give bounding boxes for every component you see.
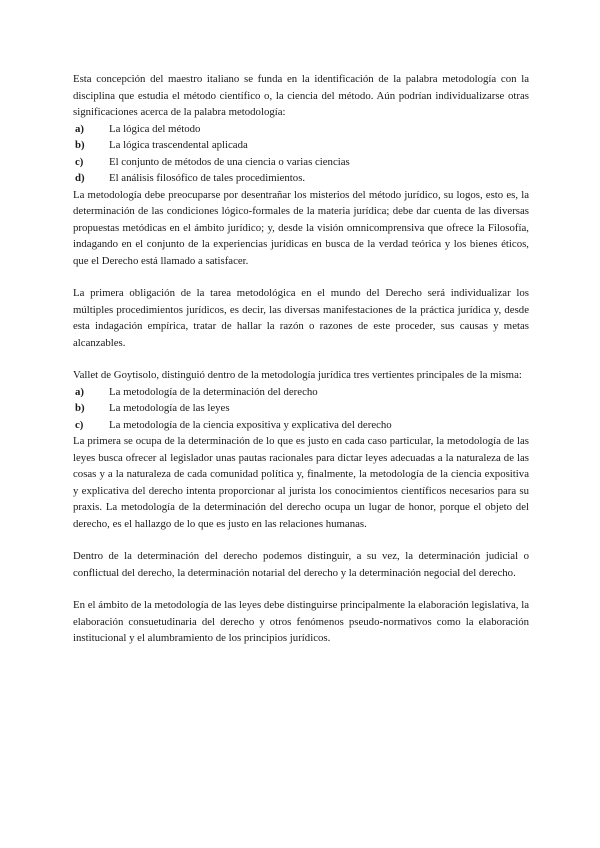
list-item <box>73 417 529 434</box>
list-item-text: El conjunto de métodos de una ciencia o varias ciencias <box>109 155 350 168</box>
list-item-text: La lógica del método <box>109 122 201 135</box>
list-item-text: La metodología de la ciencia expositiva y explicativa del derecho <box>109 418 392 431</box>
list-marker: b) <box>75 139 85 151</box>
paragraph-1: Esta concepción del maestro italiano se funda en la identificación de la palabra metodología con la disciplina que estudia el método científico o, la ciencia del método. Aún podrían individualizarse otras significaciones acerca de la palabra metodología: <box>73 73 529 118</box>
list-vertientes <box>73 384 529 434</box>
list-item <box>73 154 529 171</box>
list-item-text: La lógica trascendental aplicada <box>109 139 248 151</box>
list-marker: b) <box>75 402 85 414</box>
list-marker: c) <box>75 155 84 168</box>
list-item <box>73 137 529 154</box>
list-item <box>73 121 529 138</box>
paragraph-4: Vallet de Goytisolo, distinguió dentro de la metodología jurídica tres vertientes principales de la misma: <box>73 369 522 381</box>
list-significations <box>73 121 529 187</box>
list-item-text: La metodología de la determinación del derecho <box>109 385 318 398</box>
paragraph-6: Dentro de la determinación del derecho podemos distinguir, a su vez, la determinación judicial o conflictual del derecho, la determinación notarial del derecho y la determinación negocial del derecho. <box>73 550 529 579</box>
list-item-text: El análisis filosófico de tales procedimientos. <box>109 172 306 184</box>
list-marker: c) <box>75 418 84 431</box>
list-item-text: La metodología de las leyes <box>109 402 230 414</box>
paragraph-7: En el ámbito de la metodología de las leyes debe distinguirse principalmente la elaboración legislativa, la elaboración consuetudinaria del derecho y otros fenómenos pseudo-normativos como la elaboración institucional y el alumbramiento de los principios jurídicos. <box>73 599 529 644</box>
paragraph-2: La metodología debe preocuparse por desentrañar los misterios del método jurídico, su logos, esto es, la determinación de las condiciones lógico-formales de la materia jurídica; debe dar cuenta de las diversas propuestas metódicas en el ámbito jurídico; y, desde la visión omnicomprensiva que ofrece la Filosofía, indagando en el conjunto de la experiencias jurídicas en busca de la verdad teórica y los bienes éticos, que el Derecho está llamado a satisfacer. <box>73 188 529 267</box>
paragraph-5: La primera se ocupa de la determinación de lo que es justo en cada caso particular, la metodología de las leyes busca ofrecer al legislador unas pautas racionales para dictar leyes adecuadas a la naturaleza de las cosas y a la naturaleza de cada comunidad política y, finalmente, la metodología de la ciencia expositiva y explicativa del derecho intenta proporcionar al jurista los conocimientos científicos necesarios para su praxis. La metodología de la determinación del derecho ocupa un lugar de honor, porque el objeto del derecho, es el hallazgo de lo que es justo en las relaciones humanas. <box>73 435 529 530</box>
document-body <box>73 71 529 647</box>
list-item <box>73 384 529 401</box>
list-item <box>73 170 529 187</box>
list-marker: a) <box>75 122 84 135</box>
paragraph-3: La primera obligación de la tarea metodológica en el mundo del Derecho será individualizar los múltiples procedimientos jurídicos, es decir, las diversas manifestaciones de la práctica jurídica y, desde esta indagación empírica, tratar de hallar la razón o razones de este proceder, sus causas y metas alcanzables. <box>73 287 529 349</box>
list-marker: d) <box>75 172 85 184</box>
list-marker: a) <box>75 385 84 398</box>
list-item <box>73 400 529 417</box>
